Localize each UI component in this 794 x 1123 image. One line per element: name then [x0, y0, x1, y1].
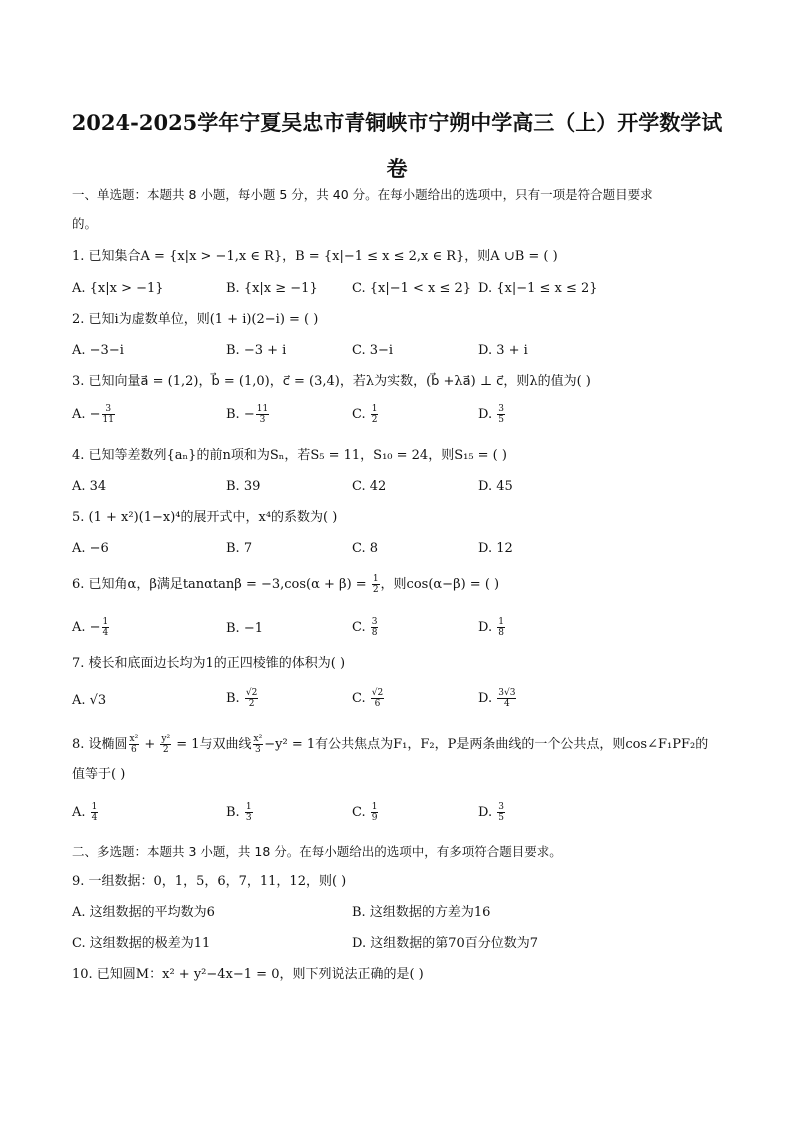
- q8-c-denominator: 9: [371, 813, 378, 823]
- q8-hyperbola-x-fraction: [253, 734, 264, 755]
- q6-option-c: [352, 617, 379, 638]
- section-1-heading: 一、单选题：本题共 8 小题，每小题 5 分，共 40 分。在每小题给出的选项中，只有一项是符合题目要求: [72, 187, 653, 202]
- q1-option-c: C. {x|−1 < x ≤ 2}: [352, 281, 472, 296]
- q3-option-a: [72, 404, 116, 425]
- q8-f3-numerator: x²: [253, 734, 263, 744]
- q8-ellipse-y-fraction: [160, 734, 171, 755]
- question-6-stem: [72, 574, 499, 595]
- q4-option-a: A. 34: [72, 479, 107, 494]
- q7-b-denominator: 2: [248, 699, 255, 709]
- q6-a-label: A. −: [72, 620, 101, 635]
- question-8-stem-cont: 值等于( ): [72, 767, 126, 782]
- exam-title: [60, 100, 734, 192]
- q8-c-fraction: [371, 802, 379, 823]
- q3-b-label: B. −: [226, 407, 255, 422]
- q7-d-denominator: 4: [503, 699, 510, 709]
- q5-option-b: B. 7: [226, 541, 253, 556]
- question-4-stem: 4. 已知等差数列{aₙ}的前n项和为Sₙ，若S₅ = 11，S₁₀ = 24，则S₁₅ = ( ): [72, 448, 507, 463]
- q8-option-c: [352, 802, 379, 823]
- q3-c-numerator: 1: [371, 404, 378, 414]
- q5-option-c: C. 8: [352, 541, 379, 556]
- q6-c-label: C.: [352, 620, 370, 635]
- q6-d-numerator: 1: [498, 617, 504, 627]
- q3-d-fraction: [497, 404, 505, 425]
- q3-c-denominator: 2: [371, 415, 378, 425]
- q8-f1-denominator: 6: [131, 745, 137, 755]
- q8-stem-part-1: 8. 设椭圆: [72, 737, 128, 752]
- q6-stem-fraction: [372, 574, 380, 595]
- section-2-heading: 二、多选题：本题共 3 小题，共 18 分。在每小题给出的选项中，有多项符合题目要求。: [72, 844, 562, 859]
- q9-option-a: A. 这组数据的平均数为6: [72, 905, 215, 920]
- question-10-stem: 10. 已知圆M：x² + y²−4x−1 = 0，则下列说法正确的是( ): [72, 967, 424, 982]
- q3-d-denominator: 5: [498, 415, 504, 425]
- q3-a-numerator: 3: [102, 404, 115, 415]
- q6-d-denominator: 8: [498, 628, 504, 638]
- question-8-stem: [72, 734, 708, 755]
- q1-option-d: D. {x|−1 ≤ x ≤ 2}: [478, 281, 598, 296]
- title-line-1: 2024-2025学年宁夏吴忠市青铜峡市宁朔中学高三（上）开学数学试: [71, 110, 723, 135]
- q2-option-b: B. −3 + i: [226, 343, 287, 358]
- q8-option-b: [226, 802, 254, 823]
- q7-b-numerator: √2: [245, 688, 258, 698]
- q3-a-label: A. −: [72, 407, 101, 422]
- q4-option-b: B. 39: [226, 479, 261, 494]
- q7-option-c: [352, 688, 385, 709]
- q6-option-a: [72, 617, 110, 638]
- q1-option-b: B. {x|x ≥ −1}: [226, 281, 318, 296]
- q3-b-denominator: 3: [259, 415, 266, 425]
- q3-option-d: [478, 404, 506, 425]
- q8-a-numerator: 1: [91, 802, 98, 812]
- q8-a-fraction: [91, 802, 99, 823]
- q9-option-c: C. 这组数据的极差为11: [72, 936, 211, 951]
- q8-option-a: [72, 802, 99, 823]
- q8-b-denominator: 3: [245, 813, 252, 823]
- q6-d-fraction: [497, 617, 505, 638]
- question-7-stem: 7. 棱长和底面边长均为1的正四棱锥的体积为( ): [72, 656, 346, 671]
- q8-d-numerator: 3: [498, 802, 504, 812]
- q6-a-fraction: [102, 617, 110, 638]
- title-line-2: 卷: [386, 156, 408, 181]
- q3-c-fraction: [371, 404, 379, 425]
- q3-c-label: C.: [352, 407, 370, 422]
- q2-option-a: A. −3−i: [72, 343, 124, 358]
- q7-c-label: C.: [352, 691, 370, 706]
- q7-d-label: D.: [478, 691, 497, 706]
- q9-option-d: D. 这组数据的第70百分位数为7: [352, 936, 539, 951]
- q7-d-numerator: 3√3: [498, 688, 516, 698]
- q3-b-fraction: [256, 404, 269, 425]
- q7-option-d: [478, 688, 517, 709]
- q1-option-a: A. {x|x > −1}: [72, 281, 164, 296]
- q8-stem-part-4: −y² = 1有公共焦点为F₁，F₂，P是两条曲线的一个公共点，则cos∠F₁PF₂的: [264, 737, 709, 752]
- q7-option-a: A. √3: [72, 693, 107, 708]
- q8-f3-denominator: 3: [255, 745, 261, 755]
- q6-stem-denominator: 2: [372, 585, 379, 595]
- q7-c-denominator: 6: [374, 699, 381, 709]
- q8-d-fraction: [497, 802, 505, 823]
- q8-a-denominator: 4: [91, 813, 98, 823]
- q6-option-b: B. −1: [226, 621, 263, 636]
- q8-b-numerator: 1: [245, 802, 252, 812]
- q7-d-fraction: [497, 688, 516, 709]
- q8-c-numerator: 1: [371, 802, 378, 812]
- q8-c-label: C.: [352, 805, 370, 820]
- q6-d-label: D.: [478, 620, 497, 635]
- q8-f2-numerator: y²: [161, 734, 171, 744]
- section-1-heading-cont: 的。: [72, 216, 98, 231]
- q2-option-d: D. 3 + i: [478, 343, 528, 358]
- q3-a-fraction: [102, 404, 115, 425]
- q6-a-numerator: 1: [102, 617, 109, 627]
- q7-c-fraction: [371, 688, 384, 709]
- q8-ellipse-x-fraction: [129, 734, 140, 755]
- q8-a-label: A.: [72, 805, 90, 820]
- q3-option-b: [226, 404, 270, 425]
- q8-b-label: B.: [226, 805, 244, 820]
- q6-stem-numerator: 1: [372, 574, 379, 584]
- q2-option-c: C. 3−i: [352, 343, 394, 358]
- q7-b-fraction: [245, 688, 258, 709]
- q3-d-numerator: 3: [498, 404, 504, 414]
- q8-stem-part-3: = 1与双曲线: [172, 737, 252, 752]
- question-5-stem: 5. (1 + x²)(1−x)⁴的展开式中，x⁴的系数为( ): [72, 510, 338, 525]
- q8-stem-part-2: +: [140, 737, 160, 752]
- question-3-stem: 3. 已知向量a⃗ = (1,2)，b⃗ = (1,0)，c⃗ = (3,4)，若λ为实数，(b⃗ +λa⃗) ⊥ c⃗，则λ的值为( ): [72, 374, 591, 389]
- q4-option-d: D. 45: [478, 479, 513, 494]
- q6-stem-part-2: ，则cos(α−β) = ( ): [380, 577, 500, 592]
- q7-option-b: [226, 688, 259, 709]
- q8-b-fraction: [245, 802, 253, 823]
- q6-c-fraction: [371, 617, 379, 638]
- q3-a-denominator: 11: [102, 415, 114, 425]
- question-9-stem: 9. 一组数据：0，1，5，6，7，11，12，则( ): [72, 874, 347, 889]
- q5-option-d: D. 12: [478, 541, 513, 556]
- q7-b-label: B.: [226, 691, 244, 706]
- q6-option-d: [478, 617, 506, 638]
- q3-option-c: [352, 404, 379, 425]
- q9-option-b: B. 这组数据的方差为16: [352, 905, 491, 920]
- q7-c-numerator: √2: [371, 688, 384, 698]
- q6-a-denominator: 4: [102, 628, 109, 638]
- q5-option-a: A. −6: [72, 541, 109, 556]
- q6-c-denominator: 8: [371, 628, 378, 638]
- q6-c-numerator: 3: [371, 617, 378, 627]
- q6-stem-part-1: 6. 已知角α，β满足tanαtanβ = −3,cos(α + β) =: [72, 577, 371, 592]
- q8-f1-numerator: x²: [129, 734, 139, 744]
- q4-option-c: C. 42: [352, 479, 387, 494]
- question-2-stem: 2. 已知i为虚数单位，则(1 + i)(2−i) = ( ): [72, 312, 319, 327]
- question-1-stem: 1. 已知集合A = {x|x > −1,x ∈ R}，B = {x|−1 ≤ x ≤ 2,x ∈ R}，则A ∪B = ( ): [72, 249, 558, 264]
- q8-d-label: D.: [478, 805, 497, 820]
- q3-d-label: D.: [478, 407, 497, 422]
- q8-d-denominator: 5: [498, 813, 504, 823]
- q3-b-numerator: 11: [256, 404, 269, 414]
- q8-option-d: [478, 802, 506, 823]
- q8-f2-denominator: 2: [162, 745, 169, 755]
